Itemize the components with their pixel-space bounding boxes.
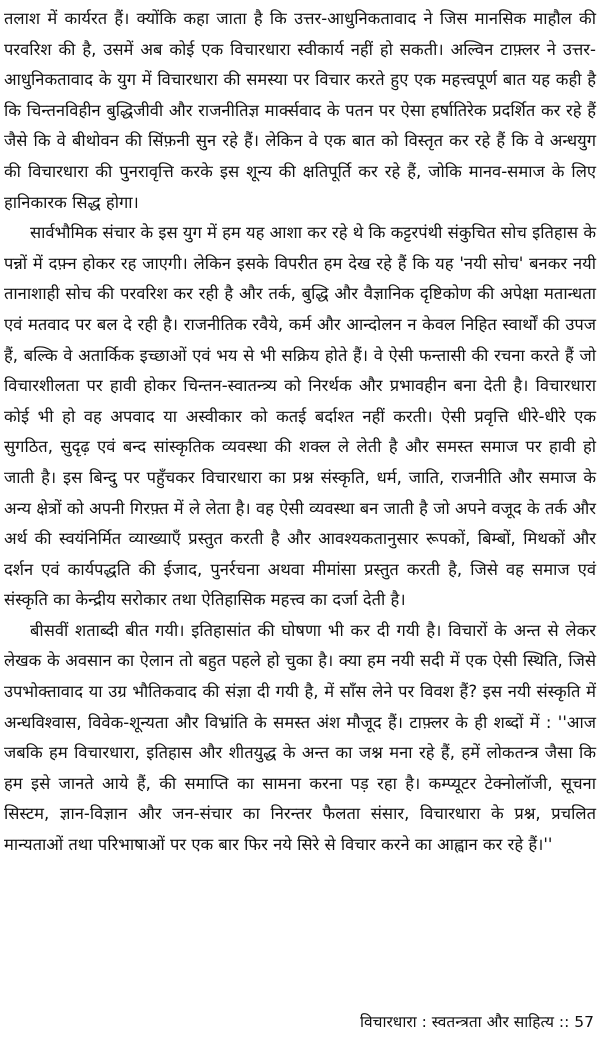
paragraph-3: बीसवीं शताब्दी बीत गयी। इतिहासांत की घोषणा भी कर दी गयी है। विचारों के अन्त से लेकर लेखक के अवसान का ऐलान तो बहुत पहले हो चुका है। क्या हम नयी सदी में एक ऐसी स्थिति, जिसे उपभोक्तावाद या उग्र भौतिकवाद की संज्ञा दी गयी है, में साँस लेने पर विवश हैं? इस नयी संस्कृति में अन्धविश्वास, विवेक-शून्यता और विभ्रांति के समस्त अंश मौजूद हैं। टाफ़्लर के ही शब्दों में : ''आज जबकि हम विचारधारा, इतिहास और शीतयुद्ध के अन्त का जश्न मना रहे हैं, हमें लोकतन्त्र जैसा कि हम इसे जानते आये हैं, की समाप्ति का सामना करना पड़ रहा है। कम्प्यूटर टेक्नोलॉजी, सूचना सिस्टम, ज्ञान-विज्ञान और जन-संचार का निरन्तर फैलता संसार, विचारधारा के प्रश्न, प्रचलित मान्यताओं तथा परिभाषाओं पर एक बार फिर नये सिरे से विचार करने का आह्वान कर रहे हैं।'' xyxy=(4,620,596,855)
page-body xyxy=(4,4,596,861)
running-footer: विचारधारा : स्वतन्त्रता और साहित्य :: 57 xyxy=(359,1013,594,1031)
paragraph-1: तलाश में कार्यरत हैं। क्योंकि कहा जाता है कि उत्तर-आधुनिकतावाद ने जिस मानसिक माहौल की परवरिश की है, उसमें अब कोई एक विचारधारा स्वीकार्य नहीं हो सकती। अल्विन टाफ़्लर ने उत्तर-आधुनिकतावाद के युग में विचारधारा की समस्या पर विचार करते हुए एक महत्त्वपूर्ण बात यह कही है कि चिन्तनविहीन बुद्धिजीवी और राजनीतिज्ञ मार्क्सवाद के पतन पर ऐसा हर्षातिरेक प्रदर्शित कर रहे हैं जैसे कि वे बीथोवन की सिंफ़नी सुन रहे हैं। लेकिन वे एक बात को विस्तृत कर रहे हैं कि वे अन्धयुग की विचारधारा की पुनरावृत्ति करके इस शून्य की क्षतिपूर्ति कर रहे हैं, जोकि मानव-समाज के लिए हानिकारक सिद्ध होगा। xyxy=(4,9,596,212)
paragraph-2: सार्वभौमिक संचार के इस युग में हम यह आशा कर रहे थे कि कट्टरपंथी संकुचित सोच इतिहास के पन्नों में दफ़्न होकर रह जाएगी। लेकिन इसके विपरीत हम देख रहे हैं कि यह 'नयी सोच' बनकर नयी तानाशाही सोच की परवरिश कर रही है और तर्क, बुद्धि और वैज्ञानिक दृष्टिकोण की अपेक्षा मतान्धता एवं मतवाद पर बल दे रही है। राजनीतिक रवैये, कर्म और आन्दोलन न केवल निहित स्वार्थों की उपज हैं, बल्कि वे अतार्किक इच्छाओं एवं भय से भी सक्रिय होते हैं। वे ऐसी फन्तासी की रचना करते हैं जो विचारशीलता पर हावी होकर चिन्तन-स्वातन्त्र्य को निरर्थक और प्रभावहीन बना देती है। विचारधारा कोई भी हो वह अपवाद या अस्वीकार को कतई बर्दाश्त नहीं करती। ऐसी प्रवृत्ति धीरे-धीरे एक सुगठित, सुदृढ़ एवं बन्द सांस्कृतिक व्यवस्था की शक्ल ले लेती है और समस्त समाज पर हावी हो जाती है। इस बिन्दु पर पहुँचकर विचारधारा का प्रश्न संस्कृति, धर्म, जाति, राजनीति और समाज के अन्य क्षेत्रों को अपनी गिरफ़्त में ले लेता है। वह ऐसी व्यवस्था बन जाती है जो अपने वजूद के तर्क और अर्थ की स्वयंनिर्मित व्याख्याएँ प्रस्तुत करती है और आवश्यकतानुसार रूपकों, बिम्बों, मिथकों और दर्शन एवं कार्यपद्धति की ईजाद, पुनर्रचना अथवा मीमांसा प्रस्तुत करती है, जिसे वह समाज एवं संस्कृति का केन्द्रीय सरोकार तथा ऐतिहासिक महत्त्व का दर्जा देती है। xyxy=(4,223,596,610)
